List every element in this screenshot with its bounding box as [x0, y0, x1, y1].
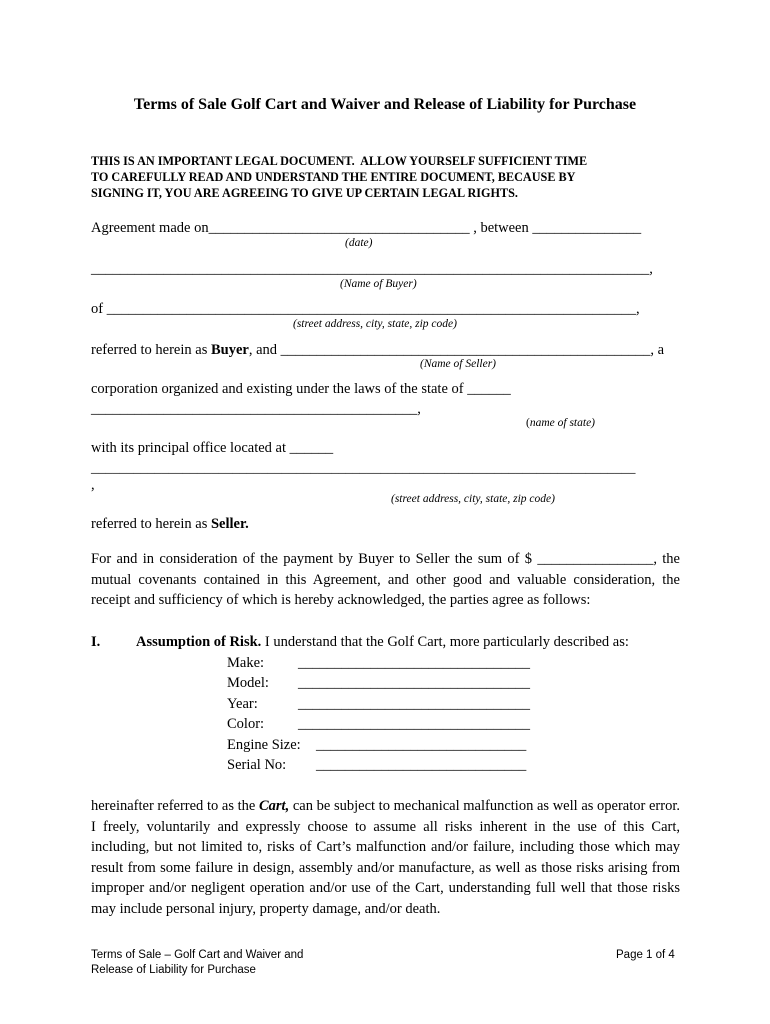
- warning-line-1: THIS IS AN IMPORTANT LEGAL DOCUMENT. ALLOW YOURSELF SUFFICIENT TIME: [91, 154, 588, 168]
- assumption-of-risk-paragraph: [91, 796, 680, 919]
- cart-year-blank: ________________________________: [298, 696, 530, 712]
- cart-color-label: Color:: [227, 716, 265, 732]
- buyer-ref-bold: Buyer: [210, 342, 249, 358]
- cart-model-blank: ________________________________: [298, 675, 530, 691]
- state-line: _____________________________________________,: [91, 401, 421, 417]
- state-caption-paren: (: [526, 417, 530, 429]
- buyer-caption: (Name of Buyer): [340, 278, 417, 290]
- section-1-number: I.: [91, 634, 101, 650]
- cart-make-label: Make:: [227, 655, 265, 671]
- buyer-ref-suffix: , and ___________________________________________________, a: [248, 342, 665, 358]
- footer-page-number: Page 1 of 4: [616, 949, 675, 961]
- cart-engine-size-label: Engine Size:: [227, 737, 301, 753]
- cart-year-label: Year:: [227, 696, 258, 712]
- cart-model-label: Model:: [227, 675, 269, 691]
- corporation-line: corporation organized and existing under the laws of the state of ______: [91, 381, 511, 397]
- footer-title-line-2: Release of Liability for Purchase: [91, 964, 256, 976]
- section-1-heading: Assumption of Risk.: [136, 634, 262, 650]
- buyer-name-line: _____________________________________________________________________________,: [91, 261, 653, 277]
- office-address-caption: (street address, city, state, zip code): [391, 493, 555, 505]
- seller-ref-prefix: referred to herein as: [91, 516, 211, 532]
- seller-reference-line: [91, 517, 249, 532]
- buyer-ref-prefix: referred to herein as: [91, 342, 211, 358]
- cart-color-blank: ________________________________: [298, 716, 530, 732]
- date-caption: (date): [345, 237, 373, 249]
- seller-caption: (Name of Seller): [420, 358, 497, 370]
- cart-serial-no-blank: _____________________________: [316, 757, 527, 773]
- risk-para-cart: Cart,: [258, 798, 290, 814]
- section-1-intro: I understand that the Golf Cart, more particularly described as:: [261, 634, 629, 650]
- warning-line-2: TO CAREFULLY READ AND UNDERSTAND THE ENTIRE DOCUMENT, BECAUSE BY: [91, 170, 576, 184]
- risk-para-rest: can be subject to mechanical malfunction as well as operator error. I freely, voluntarily and expressly choose to assume all risks inherent in the use of this Cart, including, but not limited to, risks of Cart’s malfunction and/or failure, including those which may result from some failure in design, assembly and/or manufacture, as well as those risks arising from improper and/or negligent operation and/or use of the Cart, understanding full well that those risks may include personal injury, property damage, and/or death.: [91, 798, 680, 917]
- office-underline: _____________________________________________________________________________: [91, 460, 636, 476]
- state-caption: [526, 418, 595, 430]
- buyer-address-caption: (street address, city, state, zip code): [293, 318, 457, 330]
- state-caption-text: name of state): [529, 417, 595, 429]
- document-title: Terms of Sale Golf Cart and Waiver and Release of Liability for Purchase: [133, 96, 637, 113]
- seller-ref-bold: Seller.: [210, 516, 249, 532]
- agreement-date-line: Agreement made on____________________________________ , between _______________: [91, 220, 642, 236]
- section-1-heading-line: [136, 635, 629, 650]
- cart-make-blank: ________________________________: [298, 655, 530, 671]
- risk-para-prefix: hereinafter referred to as the: [91, 798, 259, 814]
- cart-serial-no-label: Serial No:: [227, 757, 287, 773]
- footer-title-line-1: Terms of Sale – Golf Cart and Waiver and: [91, 949, 304, 961]
- office-comma: ,: [91, 477, 95, 493]
- buyer-address-line: of _________________________________________________________________________,: [91, 301, 640, 317]
- consideration-paragraph: For and in consideration of the payment by Buyer to Seller the sum of $ ________________, the mutual covenants contained in this Agreement, and other good and valuable consideration, the receipt and sufficiency of which is hereby acknowledged, the parties agree as follows:: [91, 551, 680, 608]
- buyer-reference-line: [91, 343, 664, 358]
- principal-office-line: with its principal office located at ______: [91, 440, 334, 456]
- cart-engine-size-blank: _____________________________: [316, 737, 527, 753]
- warning-line-3: SIGNING IT, YOU ARE AGREEING TO GIVE UP CERTAIN LEGAL RIGHTS.: [91, 186, 518, 200]
